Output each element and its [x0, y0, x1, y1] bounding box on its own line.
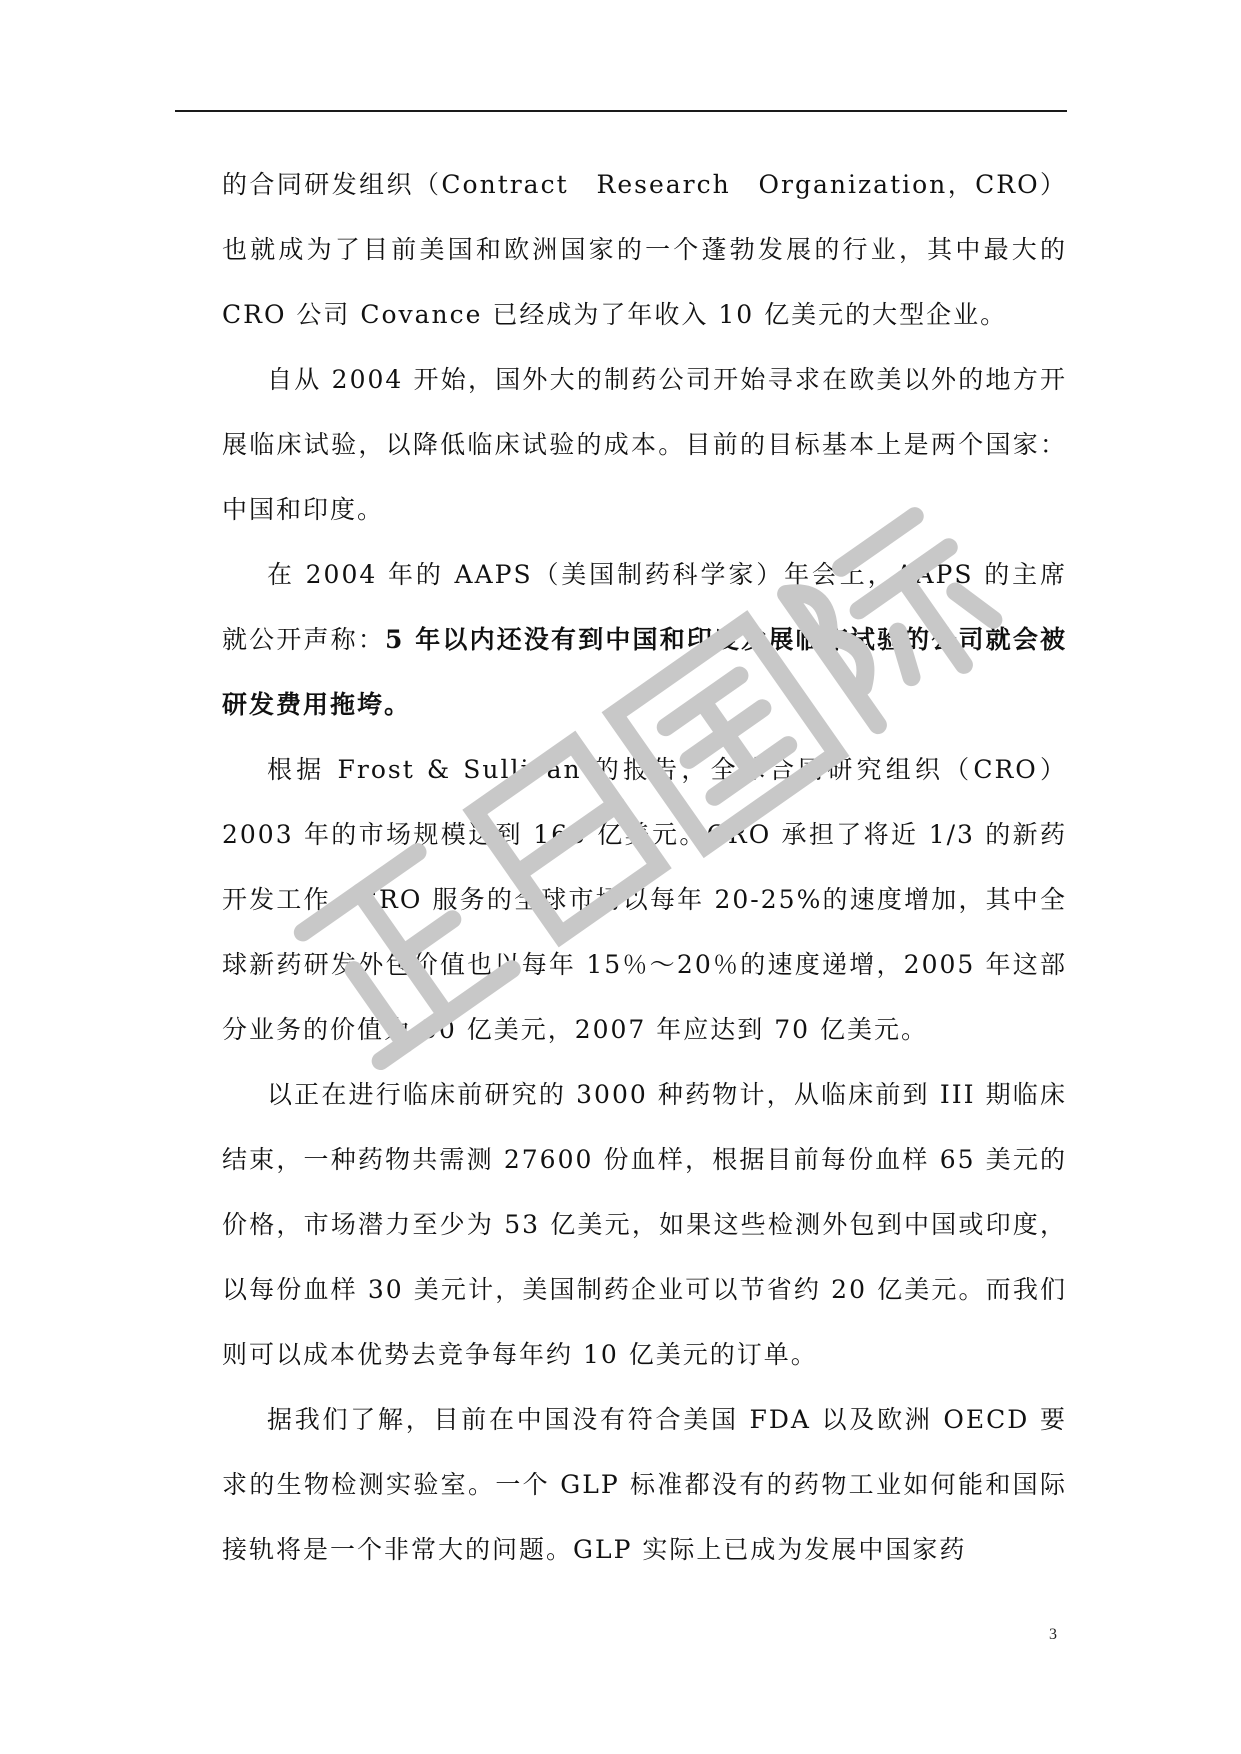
header-rule [175, 110, 1067, 112]
paragraph-6 [222, 1387, 1067, 1582]
paragraph-2 [222, 347, 1067, 542]
document-body [222, 152, 1067, 1582]
paragraph-5 [222, 1062, 1067, 1387]
paragraph-1-text: 的合同研发组织（Contract Research Organization，CRO）也就成为了目前美国和欧洲国家的一个蓬勃发展的行业，其中最大的CRO 公司 Covance 已经成为了年收入 10 亿美元的大型企业。 [222, 170, 1067, 329]
paragraph-1 [222, 152, 1067, 347]
paragraph-3-bold-statement: 5 年以内还没有到中国和印度发展临床试验的公司就会被研发费用拖垮。 [222, 625, 1067, 719]
paragraph-3 [222, 542, 1067, 737]
paragraph-3-text: 在 2004 年的 AAPS（美国制药科学家）年会上，AAPS 的主席就公开声称： [222, 560, 1067, 654]
paragraph-4-text: 根据 Frost & Sullivan 的报告，全球合同研究组织（CRO）2003 年的市场规模达到 163 亿美元。CRO 承担了将近 1/3 的新药开发工作。CRO 服务的全球市场以每年 20-25%的速度增加，其中全球新药研发外包价值也以每年 15％～20％的速度递增，2005 年这部分业务的价值为 50 亿美元，2007 年应达到 70 亿美元。 [222, 755, 1067, 1044]
paragraph-2-text: 自从 2004 开始，国外大的制药公司开始寻求在欧美以外的地方开展临床试验，以降低临床试验的成本。目前的目标基本上是两个国家：中国和印度。 [222, 365, 1067, 524]
page-number: 3 [1049, 1626, 1057, 1643]
paragraph-5-text: 以正在进行临床前研究的 3000 种药物计，从临床前到 III 期临床结束，一种药物共需测 27600 份血样，根据目前每份血样 65 美元的价格，市场潜力至少为 53 亿美元，如果这些检测外包到中国或印度，以每份血样 30 美元计，美国制药企业可以节省约 20 亿美元。而我们则可以成本优势去竞争每年约 10 亿美元的订单。 [222, 1080, 1067, 1369]
paragraph-6-text: 据我们了解，目前在中国没有符合美国 FDA 以及欧洲 OECD 要求的生物检测实验室。一个 GLP 标准都没有的药物工业如何能和国际接轨将是一个非常大的问题。GLP 实际上已成为发展中国家药 [222, 1405, 1067, 1564]
paragraph-4 [222, 737, 1067, 1062]
